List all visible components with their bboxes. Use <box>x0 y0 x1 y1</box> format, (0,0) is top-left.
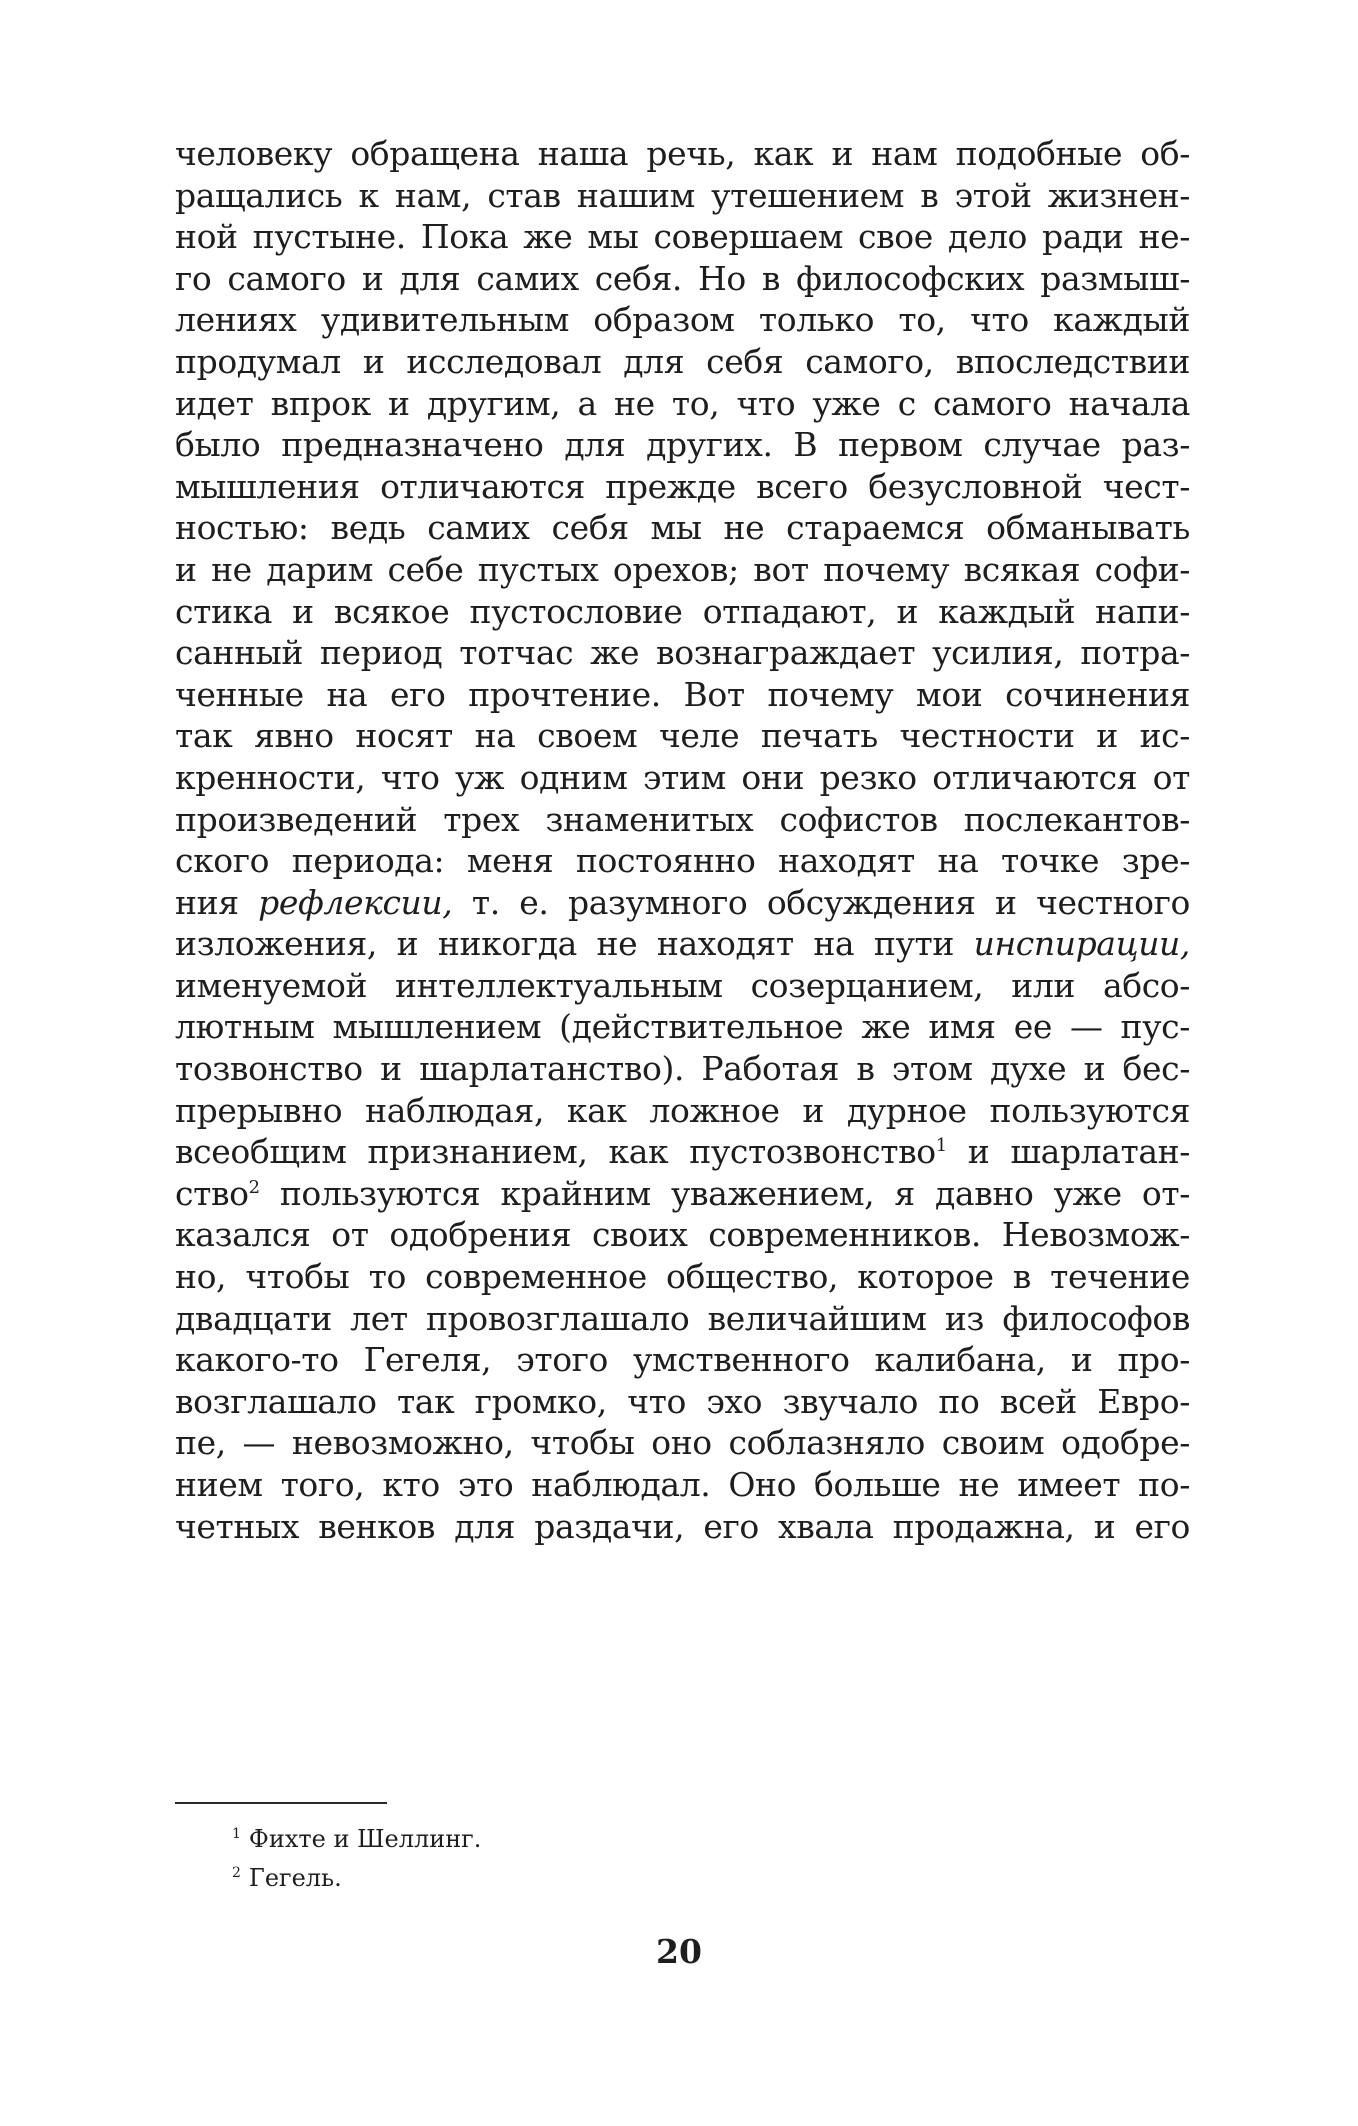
text-line: так явно носят на своем челе печать честности и ис- <box>175 716 1190 756</box>
text-line: возглашало так громко, что эхо звучало по всей Евро- <box>175 1381 1190 1421</box>
text-line: тозвонство и шарлатанство). Работая в этом духе и бес- <box>175 1049 1190 1089</box>
text-run: ство <box>175 1173 249 1213</box>
text-line: продумал и исследовал для себя самого, впоследствии <box>175 341 1190 381</box>
text-line: произведений трех знаменитых софистов послекантов- <box>175 799 1190 839</box>
text-line: человеку обращена наша речь, как и нам подобные об- <box>175 134 1190 173</box>
footnotes <box>232 1820 932 1898</box>
footnote-mark: 1 <box>232 1826 241 1842</box>
text-run: изложения, и никогда не находят на пути <box>175 924 974 964</box>
text-line: идет впрок и другим, а не то, что уже с самого начала <box>175 383 1190 423</box>
text-line: ращались к нам, став нашим утешением в этой жизнен- <box>175 175 1190 215</box>
text-line: ностью: ведь самих себя мы не стараемся обманывать <box>175 508 1190 548</box>
text-line: четных венков для раздачи, его хвала продажна, и его <box>175 1506 1190 1546</box>
text-line: ной пустыне. Пока же мы совершаем свое дело ради не- <box>175 217 1190 257</box>
text-line: кренности, что уж одним этим они резко отличаются от <box>175 757 1190 797</box>
footnote-item <box>232 1820 932 1859</box>
footnote-mark: 2 <box>232 1865 241 1881</box>
text-line: лютным мышлением (действительное же имя ее — пус- <box>175 1007 1190 1047</box>
text-line: лениях удивительным образом только то, что каждый <box>175 300 1190 340</box>
main-text <box>175 133 1190 1547</box>
text-line: пе, — невозможно, чтобы оно соблазняло своим одобре- <box>175 1423 1190 1463</box>
text-line: мышления отличаются прежде всего безусловной чест- <box>175 466 1190 506</box>
footnote-item <box>232 1859 932 1898</box>
page-number: 20 <box>656 1932 702 1971</box>
text-line <box>175 882 1190 924</box>
text-line: двадцати лет провозглашало величайшим из философов <box>175 1298 1190 1338</box>
text-line: какого-то Гегеля, этого умственного калибана, и про- <box>175 1340 1190 1380</box>
italic-term-inspiration: инспирации, <box>973 924 1190 964</box>
text-line: го самого и для самих себя. Но в философских размыш- <box>175 258 1190 298</box>
text-line <box>175 1131 1190 1173</box>
text-run: и шарлатан- <box>946 1132 1190 1172</box>
footnote-ref: 2 <box>248 1176 260 1198</box>
text-line: нием того, кто это наблюдал. Оно больше не имеет по- <box>175 1465 1190 1504</box>
text-line: санный период тотчас же вознаграждает усилия, потра- <box>175 633 1190 673</box>
text-run: ния <box>175 882 259 922</box>
italic-term-reflexion: рефлексии, <box>258 882 453 922</box>
text-line: и не дарим себе пустых орехов; вот почему всякая софи- <box>175 549 1190 589</box>
text-line: было предназначено для других. В первом случае раз- <box>175 425 1190 465</box>
text-run: пользуются крайним уважением, я давно уже от- <box>259 1173 1190 1213</box>
text-line: стика и всякое пустословие отпадают, и каждый напи- <box>175 591 1190 631</box>
text-line: прерывно наблюдая, как ложное и дурное пользуются <box>175 1090 1190 1130</box>
footnote-divider <box>175 1802 387 1804</box>
text-run: всеобщим признанием, как пустозвонство <box>175 1132 936 1172</box>
text-line: именуемой интеллектуальным созерцанием, или абсо- <box>175 965 1190 1005</box>
text-line: ченные на его прочтение. Вот почему мои сочинения <box>175 674 1190 714</box>
footnote-ref: 1 <box>935 1135 947 1157</box>
text-line <box>175 1173 1190 1215</box>
text-line: ского периода: меня постоянно находят на точке зре- <box>175 841 1190 881</box>
footnote-text: Гегель. <box>248 1864 342 1892</box>
text-line: но, чтобы то современное общество, которое в течение <box>175 1257 1190 1297</box>
text-line: казался от одобрения своих современников. Невозмож- <box>175 1215 1190 1255</box>
text-run: т. е. разумного обсуждения и честного <box>452 882 1190 922</box>
text-line <box>175 923 1190 965</box>
footnote-text: Фихте и Шеллинг. <box>248 1825 482 1853</box>
